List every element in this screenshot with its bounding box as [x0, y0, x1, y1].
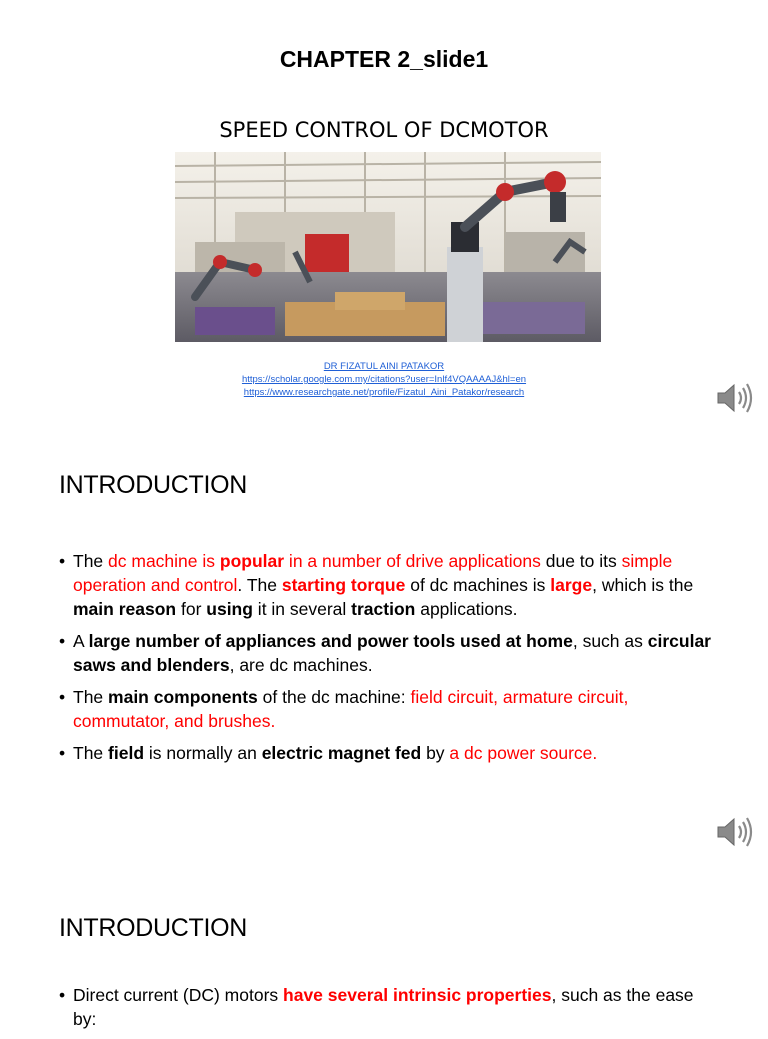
bullet-text-run: main reason — [73, 599, 177, 619]
slide-subtitle: SPEED CONTROL OF DCMOTOR — [219, 118, 549, 142]
bullet-text-run: for — [176, 599, 207, 619]
bullet-text-run: popular — [219, 551, 285, 571]
bullet-text-run: main components — [108, 687, 258, 707]
bullet-text-run: due to its — [540, 551, 622, 571]
bullet-text-run: , such as — [572, 631, 648, 651]
bullet-text-run: electric magnet fed — [261, 743, 422, 763]
slide-title: CHAPTER 2_slide1 — [279, 46, 489, 72]
bullet-text-run: . The — [237, 575, 282, 595]
bullet-text-run: a dc power source. — [449, 743, 598, 763]
bullet-text-run: , such as the ease by: — [73, 985, 694, 1029]
author-name-link[interactable]: DR FIZATUL AINI PATAKOR — [323, 361, 445, 372]
bullet-text-run: starting torque — [281, 575, 406, 595]
factory-robots-photo — [175, 152, 601, 342]
google-scholar-link[interactable]: https://scholar.google.com.my/citations?user=Inlf4VQAAAAJ&hl=en — [241, 374, 527, 385]
bullet-text-run: of the dc machine: — [257, 687, 411, 707]
bullet-text-run: using — [206, 599, 253, 619]
bullet-text-run: traction — [351, 599, 416, 619]
section-heading: INTRODUCTION — [59, 914, 248, 942]
bullet-text-run: is normally an — [144, 743, 262, 763]
bullet-text-run: , which is the — [592, 575, 694, 595]
speaker-icon[interactable] — [714, 378, 754, 418]
bullet-list — [59, 983, 719, 1039]
author-links — [0, 360, 768, 399]
bullet-item — [59, 741, 719, 765]
bullet-item — [59, 549, 719, 621]
bullet-text-run: in a number of drive applications — [284, 551, 541, 571]
bullet-text-run: of dc machines is — [405, 575, 551, 595]
bullet-text-run: The — [73, 743, 109, 763]
bullet-text-run: large — [550, 575, 593, 595]
bullet-text-run: it in several — [252, 599, 352, 619]
bullet-text-run: have several intrinsic properties — [283, 985, 552, 1005]
bullet-item — [59, 629, 719, 677]
bullet-text-run: large number of appliances and power tools used at home — [88, 631, 573, 651]
bullet-text-run: The — [73, 687, 109, 707]
bullet-list — [59, 549, 719, 773]
bullet-text-run: circular saws and blenders — [73, 631, 711, 675]
bullet-text-run: field — [108, 743, 145, 763]
bullet-text-run: by — [421, 743, 450, 763]
speaker-icon[interactable] — [714, 812, 754, 852]
bullet-text-run: The — [73, 551, 109, 571]
bullet-text-run: field circuit, armature circuit, commutator, and brushes. — [73, 687, 629, 731]
bullet-item — [59, 685, 719, 733]
bullet-text-run: dc machine is — [108, 551, 220, 571]
bullet-text-run: A — [73, 631, 89, 651]
bullet-text-run: Direct current (DC) motors — [73, 985, 284, 1005]
bullet-text-run: simple operation and control — [73, 551, 673, 595]
section-heading: INTRODUCTION — [59, 471, 248, 499]
bullet-text-run: , are dc machines. — [229, 655, 373, 675]
researchgate-link[interactable]: https://www.researchgate.net/profile/Fizatul_Aini_Patakor/research — [243, 387, 525, 398]
bullet-text-run: applications. — [415, 599, 518, 619]
